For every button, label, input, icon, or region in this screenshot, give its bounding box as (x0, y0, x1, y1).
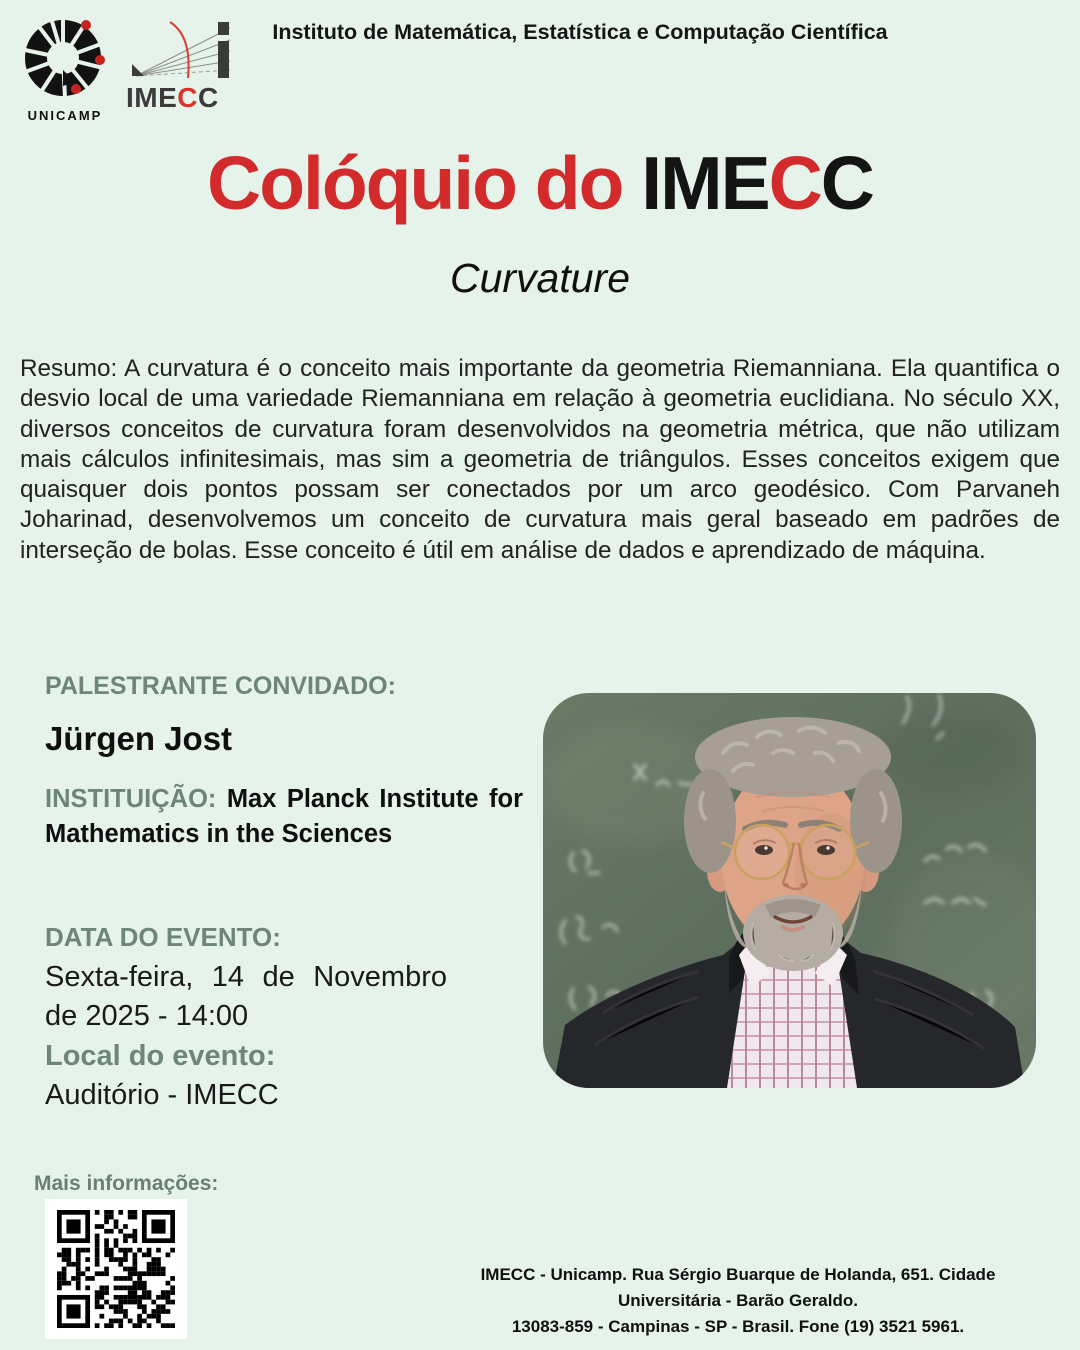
event-location-value: Auditório - IMECC (45, 1079, 279, 1111)
speaker-section-label: PALESTRANTE CONVIDADO: (45, 672, 396, 700)
footer-line1: IMECC - Unicamp. Rua Sérgio Buarque de Holanda, 651. Cidade Universitária - Barão Geraldo. (480, 1265, 996, 1310)
title-red-part: Colóquio do (207, 141, 642, 225)
qr-code (45, 1199, 187, 1339)
speaker-name: Jürgen Jost (45, 720, 233, 757)
title-red-c: C (768, 141, 821, 225)
title-black-c: C (820, 141, 873, 225)
title-black-part1: IME (641, 141, 769, 225)
institution-label: INSTITUIÇÃO: (45, 785, 227, 813)
event-date-value: Sexta-feira, 14 de Novembro de 2025 - 14:00 (45, 961, 447, 1032)
imecc-word-part2: C (198, 82, 219, 113)
speaker-photo (543, 693, 1036, 1088)
imecc-word-part1: IME (126, 82, 178, 113)
event-date-label: DATA DO EVENTO: (45, 922, 281, 952)
imecc-fan-icon (126, 20, 244, 82)
institution-block (45, 782, 523, 852)
footer-line2: 13083-859 - Campinas - SP - Brasil. Fone (19) 3521 5961. (511, 1317, 965, 1336)
institution-value: Max Planck Institute for Mathematics in the Sciences (45, 785, 523, 848)
event-location-label: Local do evento: (45, 1040, 276, 1072)
imecc-logo (126, 20, 244, 111)
page-title (0, 138, 1080, 228)
talk-title: Curvature (449, 255, 630, 301)
institute-name: Instituto de Matemática, Estatística e Computação Científica (272, 20, 888, 44)
imecc-word-red-c: C (177, 82, 199, 113)
unicamp-logo (20, 16, 110, 123)
unicamp-logo-label: UNICAMP (27, 108, 103, 123)
unicamp-emblem-icon (23, 16, 107, 102)
imecc-logo-wordmark (126, 82, 244, 113)
abstract-text: Resumo: A curvatura é o conceito mais importante da geometria Riemanniana. Ela quantifica o desvio local de uma variedade Riemanniana em relação à geometria euclidiana. No século XX, diversos conceitos de curvatura foram desenvolvidos na geometria métrica, que não utilizam mais cálculos infinitesimais, mas sim a geometria de triângulos. Esses conceitos exigem que quaisquer dois pontos possam ser conectados por um arco geodésico. Com Parvaneh Joharinad, desenvolvemos um conceito de curvatura mais geral baseado em padrões de interseção de bolas. Esse conceito é útil em análise de dados e aprendizado de máquina. (20, 355, 1060, 564)
qr-code-icon (57, 1210, 175, 1328)
speaker-portrait-illustration (543, 693, 1036, 1088)
more-info-label: Mais informações: (34, 1172, 219, 1195)
footer-address (428, 1262, 1048, 1340)
